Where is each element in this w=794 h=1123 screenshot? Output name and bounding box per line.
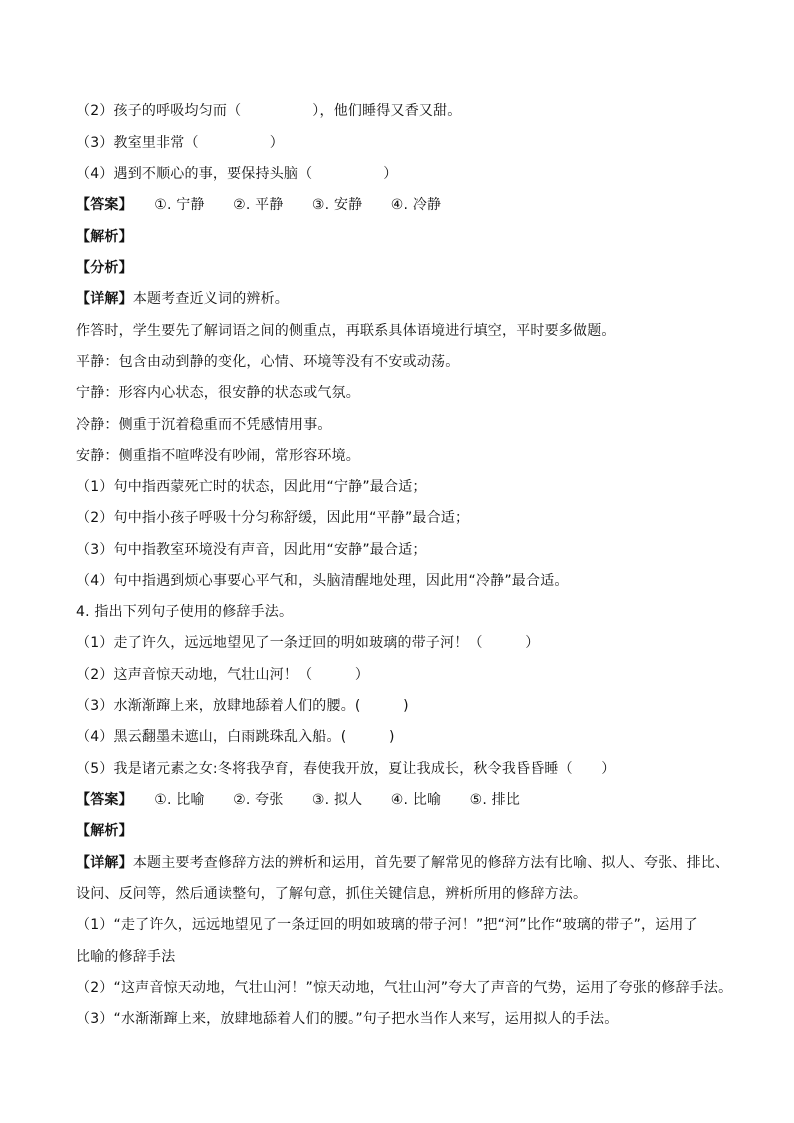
rhetoric-item-4: （4）黑云翻墨未遮山，白雨跳珠乱入船。( ) [76,729,395,745]
analysis-tag-line-2: 【解析】 [76,823,133,839]
explanation-item-3: （3）“水渐渐蹿上来，放肆地舔着人们的腰。”句子把水当作人来写，运用拟人的手法。 [76,1011,619,1027]
question-3-blank-line: （3）教室里非常（ ） [76,135,284,151]
answer-line-1 [76,195,730,215]
reason-4: （4）句中指遇到烦心事要心平气和，头脑清醒地处理，因此用“冷静”最合适。 [76,573,569,589]
explanation-item-2: （2）“这声音惊天动地，气壮山河！”惊天动地，气壮山河”夸大了声音的气势，运用了夸张的修辞手法。 [76,980,733,996]
definition-pingjing: 平静：包含由动到静的变化，心情、环境等没有不安或动荡。 [76,354,460,370]
definition-anjing: 安静：侧重指不喧哗没有吵闹，常形容环境。 [76,448,360,464]
explanation-item-1-cont: 比喻的修辞手法 [76,949,176,965]
rhetoric-item-5: （5）我是诸元素之女:冬将我孕育，春使我开放，夏让我成长，秋令我昏昏睡（ ） [76,761,616,777]
rhetoric-item-2: （2）这声音惊天动地，气壮山河！（ ） [76,667,370,683]
question-4-blank-line: （4）遇到不顺心的事，要保持头脑（ ） [76,166,398,182]
reason-2: （2）句中指小孩子呼吸十分匀称舒缓，因此用“平静”最合适； [76,510,470,526]
definition-lengjing: 冷静：侧重于沉着稳重而不凭感情用事。 [76,417,332,433]
answer-text: ①. 比喻 ②. 夸张 ③. 拟人 ④. 比喻 ⑤. 排比 [125,792,521,808]
detail-line-1: 【详解】本题考查近义词的辨析。 [76,291,290,307]
answer-tag: 【答案】 [76,197,126,213]
question-2-blank-line: （2）孩子的呼吸均匀而（ ），他们睡得又香又甜。 [76,103,462,119]
explanation-item-1: （1）“走了许久，远远地望见了一条迂回的明如玻璃的带子河！”把“河”比作“玻璃的带子”，运用了 [76,917,698,933]
reason-3: （3）句中指教室环境没有声音，因此用“安静”最合适； [76,542,427,558]
rhetoric-item-3: （3）水渐渐蹿上来，放肆地舔着人们的腰。( ) [76,698,409,714]
definition-ningjing: 宁静：形容内心状态，很安静的状态或气氛。 [76,385,360,401]
rhetoric-item-1: （1）走了许久，远远地望见了一条迂回的明如玻璃的带子河！（ ） [76,635,540,651]
fenxi-tag-line: 【分析】 [76,260,133,276]
detail-line-2: 【详解】本题主要考查修辞方法的辨析和运用，首先要了解常见的修辞方法有比喻、拟人、夸张、排比、 [76,855,730,871]
answer-tag: 【答案】 [76,792,126,808]
analysis-tag-line-1: 【解析】 [76,229,133,245]
question-4-title: 4. 指出下列句子使用的修辞手法。 [76,604,294,620]
explanation-line: 作答时，学生要先了解词语之间的侧重点，再联系具体语境进行填空，平时要多做题。 [76,323,616,339]
answer-line-2 [76,790,730,810]
reason-1: （1）句中指西蒙死亡时的状态，因此用“宁静”最合适； [76,479,427,495]
answer-text: ①. 宁静 ②. 平静 ③. 安静 ④. 冷静 [125,197,442,213]
detail-continuation: 设问、反问等，然后通读整句，了解句意，抓住关键信息，辨析所用的修辞方法。 [76,886,588,902]
